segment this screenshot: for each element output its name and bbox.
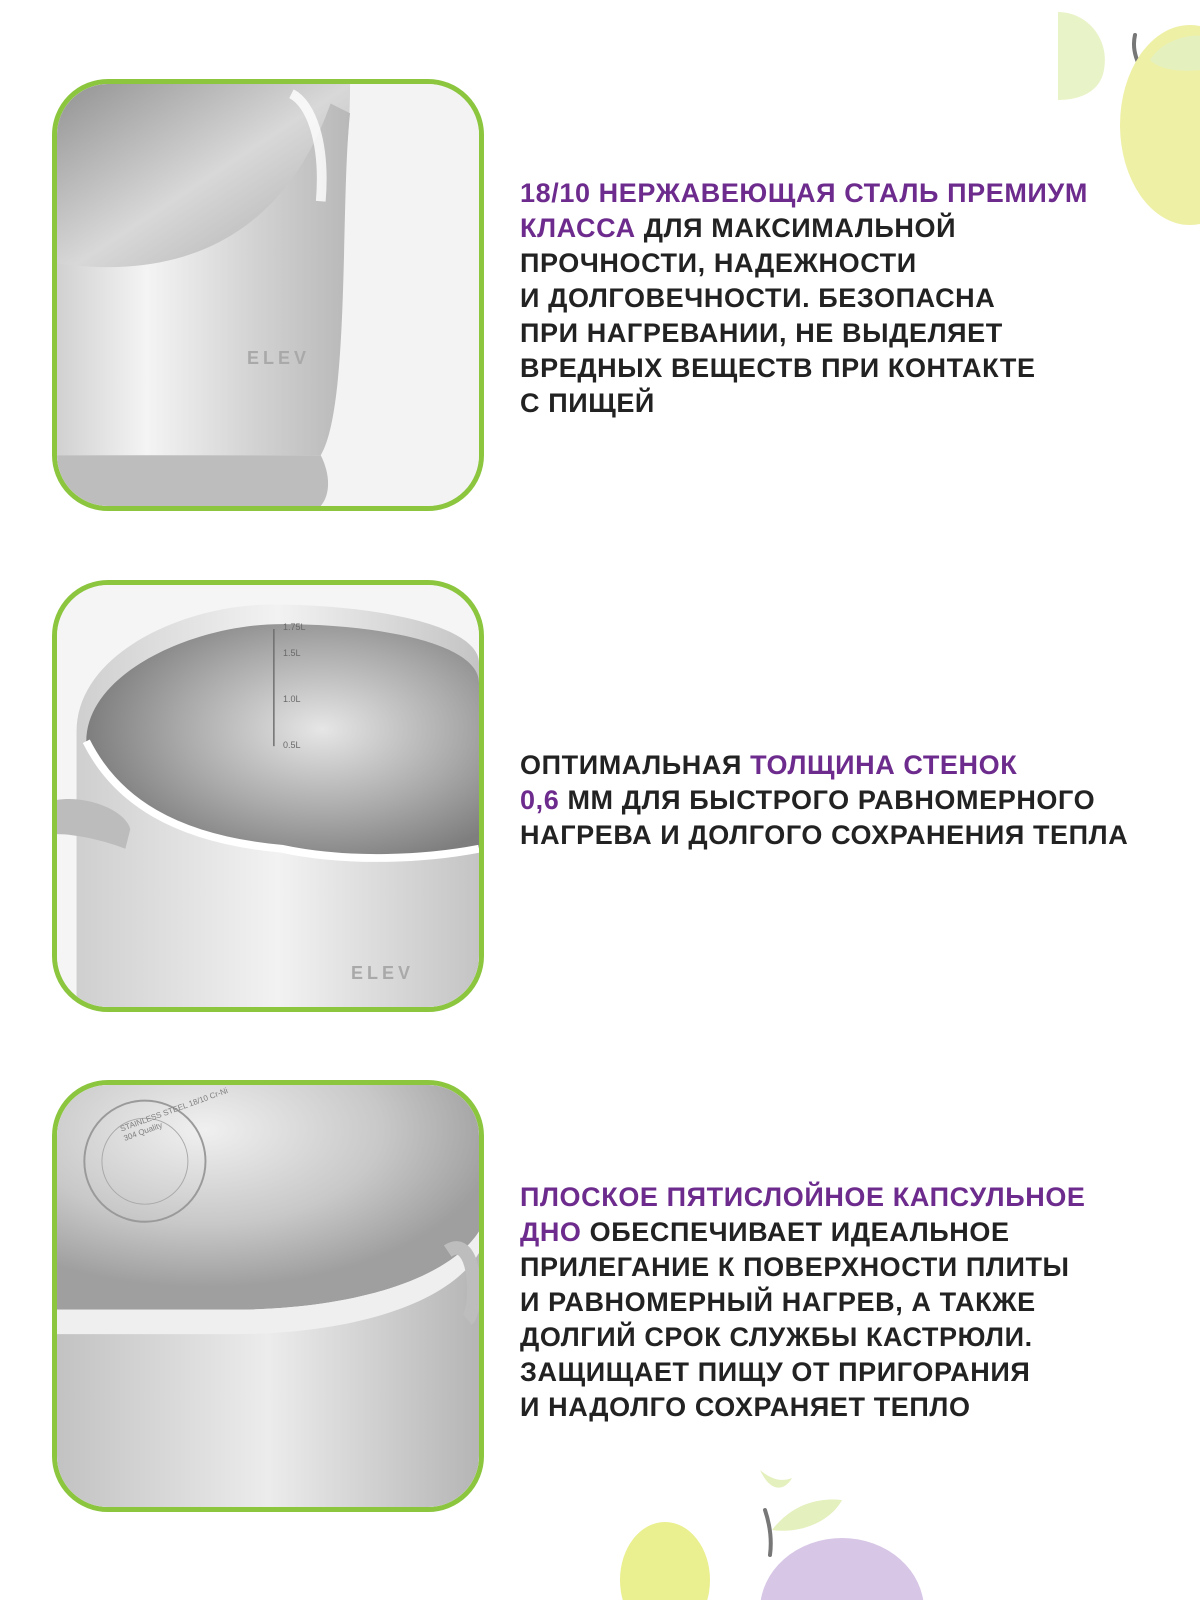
feature-text-walls bbox=[520, 748, 1160, 853]
feature-line-segment: ПРИ НАГРЕВАНИИ, НЕ ВЫДЕЛЯЕТ bbox=[520, 318, 1003, 348]
feature-line bbox=[520, 316, 1160, 351]
feature-line bbox=[520, 246, 1160, 281]
pot-rim-image bbox=[57, 84, 479, 506]
feature-line-segment: ПЛОСКОЕ ПЯТИСЛОЙНОЕ КАПСУЛЬНОЕ bbox=[520, 1182, 1086, 1212]
feature-line-segment: ДОЛГИЙ СРОК СЛУЖБЫ КАСТРЮЛИ. bbox=[520, 1322, 1033, 1352]
feature-line-segment: ДНО bbox=[520, 1217, 582, 1247]
feature-line bbox=[520, 281, 1160, 316]
feature-line-segment: ПРОЧНОСТИ, НАДЕЖНОСТИ bbox=[520, 248, 917, 278]
feature-line bbox=[520, 818, 1160, 853]
feature-line bbox=[520, 1285, 1160, 1320]
feature-line bbox=[520, 1355, 1160, 1390]
scale-mark: 1.5L bbox=[283, 648, 301, 658]
brand-mark: ELEV bbox=[247, 348, 311, 368]
feature-line bbox=[520, 176, 1160, 211]
scale-mark: 0.5L bbox=[283, 740, 301, 750]
feature-line-segment: ММ ДЛЯ БЫСТРОГО РАВНОМЕРНОГО bbox=[559, 785, 1096, 815]
feature-line-segment: ТОЛЩИНА СТЕНОК bbox=[750, 750, 1018, 780]
feature-line-segment: С ПИЩЕЙ bbox=[520, 388, 655, 418]
scale-mark: 1.0L bbox=[283, 694, 301, 704]
feature-line-segment: ВРЕДНЫХ ВЕЩЕСТВ ПРИ КОНТАКТЕ bbox=[520, 353, 1036, 383]
feature-line bbox=[520, 1215, 1160, 1250]
feature-line bbox=[520, 351, 1160, 386]
feature-line-segment: И НАДОЛГО СОХРАНЯЕТ ТЕПЛО bbox=[520, 1392, 971, 1422]
brand-mark: ELEV bbox=[351, 963, 415, 983]
pot-bottom-image bbox=[57, 1085, 479, 1507]
feature-line bbox=[520, 748, 1160, 783]
scale-mark: 1.75L bbox=[283, 622, 306, 632]
feature-line bbox=[520, 1180, 1160, 1215]
feature-line-segment: И ДОЛГОВЕЧНОСТИ. БЕЗОПАСНА bbox=[520, 283, 996, 313]
feature-line-segment: ДЛЯ МАКСИМАЛЬНОЙ bbox=[635, 213, 957, 243]
stamp-text: STAINLESS STEEL 18/10 Cr-Ni 304 Quality bbox=[119, 1086, 230, 1143]
feature-line bbox=[520, 783, 1160, 818]
feature-line-segment: НАГРЕВА И ДОЛГОГО СОХРАНЕНИЯ ТЕПЛА bbox=[520, 820, 1129, 850]
pot-interior-photo bbox=[52, 580, 484, 1012]
feature-line-segment: ПРИЛЕГАНИЕ К ПОВЕРХНОСТИ ПЛИТЫ bbox=[520, 1252, 1070, 1282]
feature-line-segment: ЗАЩИЩАЕТ ПИЩУ ОТ ПРИГОРАНИЯ bbox=[520, 1357, 1031, 1387]
feature-text-steel bbox=[520, 176, 1160, 421]
fruit-decoration-bottom bbox=[620, 1470, 950, 1600]
feature-line bbox=[520, 1250, 1160, 1285]
feature-line bbox=[520, 386, 1160, 421]
feature-line-segment: 18/10 НЕРЖАВЕЮЩАЯ СТАЛЬ ПРЕМИУМ bbox=[520, 178, 1088, 208]
feature-line-segment: ОПТИМАЛЬНАЯ bbox=[520, 750, 751, 780]
feature-line bbox=[520, 1390, 1160, 1425]
feature-line-segment: КЛАССА bbox=[520, 213, 636, 243]
feature-line-segment: ОБЕСПЕЧИВАЕТ ИДЕАЛЬНОЕ bbox=[581, 1217, 1010, 1247]
feature-line-segment: И РАВНОМЕРНЫЙ НАГРЕВ, А ТАКЖЕ bbox=[520, 1287, 1036, 1317]
pot-bottom-photo bbox=[52, 1080, 484, 1512]
pot-interior-image bbox=[57, 585, 479, 1007]
feature-line bbox=[520, 1320, 1160, 1355]
feature-line bbox=[520, 211, 1160, 246]
feature-line-segment: 0,6 bbox=[520, 785, 560, 815]
pot-rim-photo bbox=[52, 79, 484, 511]
feature-text-bottom bbox=[520, 1180, 1160, 1425]
